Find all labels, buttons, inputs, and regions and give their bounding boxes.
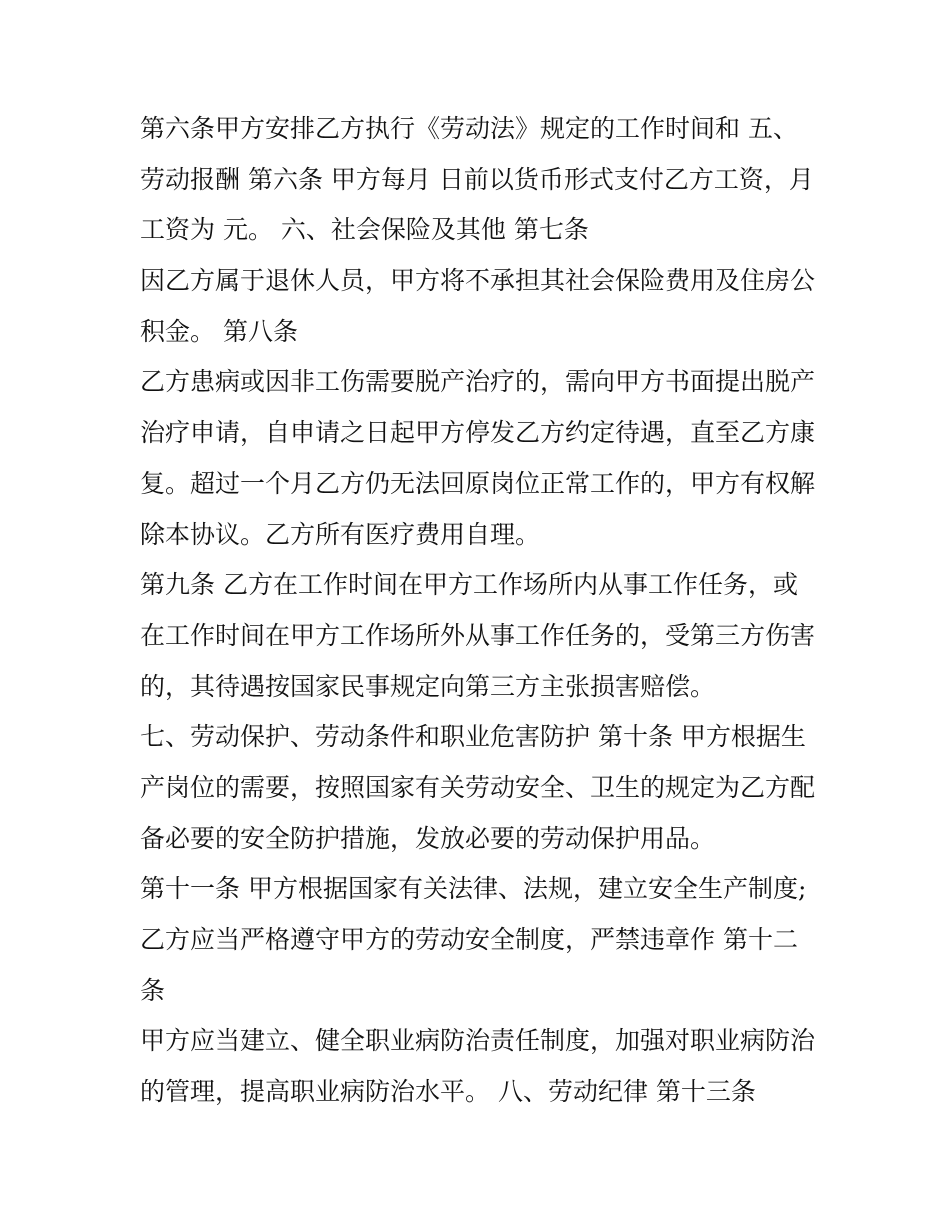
text-line: 第十一条 甲方根据国家有关法律、法规，建立安全生产制度; xyxy=(140,874,807,904)
text-line: 除本协议。乙方所有医疗费用自理。 xyxy=(140,519,541,549)
text-line: 的管理，提高职业病防治水平。 八、劳动纪律 第十三条 xyxy=(140,1077,756,1107)
text-line: 七、劳动保护、劳动条件和职业危害防护 第十条 甲方根据生 xyxy=(140,722,806,752)
document-body xyxy=(140,104,820,1118)
text-line: 工资为 元。 六、社会保险及其他 第七条 xyxy=(140,215,589,245)
text-line: 因乙方属于退休人员，甲方将不承担其社会保险费用及住房公 xyxy=(140,266,816,296)
text-line: 乙方患病或因非工伤需要脱产治疗的，需向甲方书面提出脱产 xyxy=(140,367,816,397)
text-line: 第九条 乙方在工作时间在甲方工作场所内从事工作任务，或 xyxy=(140,570,798,600)
text-line: 的，其待遇按国家民事规定向第三方主张损害赔偿。 xyxy=(140,671,716,701)
text-line: 乙方应当严格遵守甲方的劳动安全制度，严禁违章作 第十二 xyxy=(140,925,798,954)
text-line: 劳动报酬 第六条 甲方每月 日前以货币形式支付乙方工资，月 xyxy=(140,164,814,194)
text-line: 在工作时间在甲方工作场所外从事工作任务的，受第三方伤害 xyxy=(140,620,816,650)
text-line: 治疗申请，自申请之日起甲方停发乙方约定待遇，直至乙方康 xyxy=(140,418,816,448)
text-line: 备必要的安全防护措施，发放必要的劳动保护用品。 xyxy=(140,823,716,853)
text-line: 第六条甲方安排乙方执行《劳动法》规定的工作时间和 五、 xyxy=(140,114,798,143)
text-line: 产岗位的需要，按照国家有关劳动安全、卫生的规定为乙方配 xyxy=(140,772,816,802)
text-line: 复。超过一个月乙方仍无法回原岗位正常工作的，甲方有权解 xyxy=(140,468,816,498)
text-line: 条 xyxy=(140,975,166,1005)
text-line: 甲方应当建立、健全职业病防治责任制度，加强对职业病防治 xyxy=(140,1026,816,1056)
text-line: 积金。 第八条 xyxy=(140,316,298,346)
